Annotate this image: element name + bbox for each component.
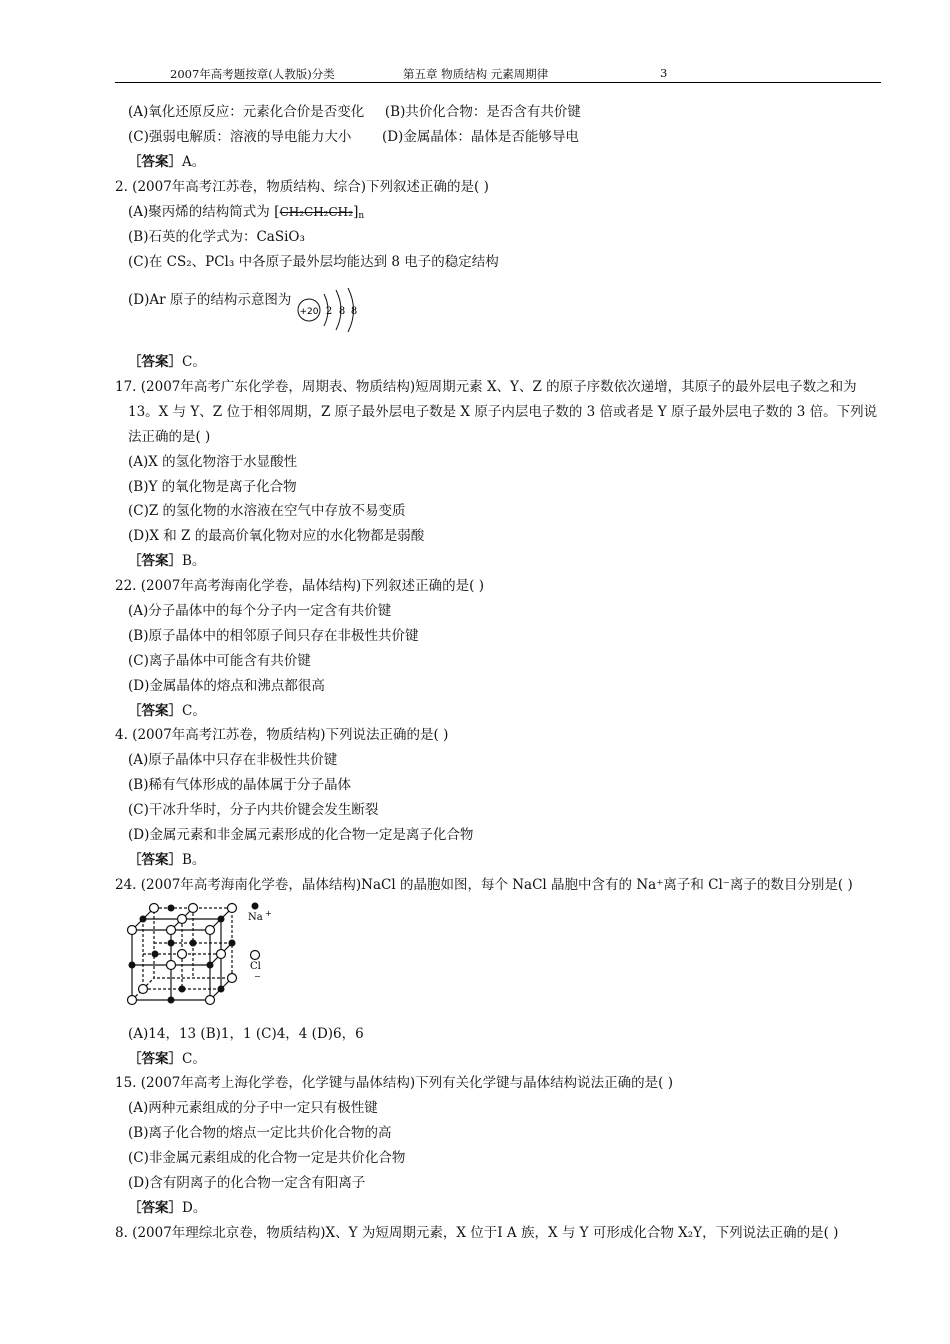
q22-opt-c: (C)离子晶体中可能含有共价键 — [128, 653, 311, 669]
legend-cl-label: Cl — [250, 961, 261, 972]
q17-opt-d: (D)X 和 Z 的最高价氧化物对应的水化物都是弱酸 — [128, 528, 425, 544]
q4-opt-c: (C)干冰升华时，分子内共价键会发生断裂 — [128, 802, 379, 818]
answer-value: B。 — [182, 553, 206, 569]
q22-opt-a: (A)分子晶体中的每个分子内一定含有共价键 — [128, 603, 392, 619]
page-number: 3 — [660, 66, 668, 80]
q15-opt-b: (B)离子化合物的熔点一定比共价化合物的高 — [128, 1125, 392, 1141]
q17-opt-b: (B)Y 的氧化物是离子化合物 — [128, 479, 297, 495]
answer-value: D。 — [182, 1200, 207, 1216]
answer-tag: ［答案］ — [128, 354, 182, 370]
q2-answer — [128, 353, 206, 371]
legend-cl-sup: − — [254, 972, 261, 981]
q17-stem-line-2: 13。X 与 Y、Z 位于相邻周期，Z 原子最外层电子数是 X 原子内层电子数的 3 倍或者是 Y 原子最外层电子数的 3 倍。下列说 — [128, 404, 878, 420]
answer-tag: ［答案］ — [128, 1051, 182, 1067]
page-header — [115, 66, 881, 83]
q15-opt-c: (C)非金属元素组成的化合物一定是共价化合物 — [128, 1150, 406, 1166]
q22-stem: 22. (2007年高考海南化学卷，晶体结构)下列叙述正确的是( ) — [115, 578, 484, 594]
q17-stem-line-1: 17. (2007年高考广东化学卷，周期表、物质结构)短周期元素 X、Y、Z 的原子序数依次递增，其原子的最外层电子数之和为 — [115, 379, 857, 395]
nacl-unit-cell-diagram — [122, 898, 282, 1010]
q22-opt-d: (D)金属晶体的熔点和沸点都很高 — [128, 678, 325, 694]
answer-tag: ［答案］ — [128, 553, 182, 569]
q15-opt-d: (D)含有阴离子的化合物一定含有阳离子 — [128, 1175, 366, 1191]
q17-stem-line-3: 法正确的是( ) — [128, 429, 211, 445]
q15-answer — [128, 1199, 206, 1217]
answer-tag: ［答案］ — [128, 1200, 182, 1216]
q4-answer — [128, 851, 205, 869]
top-opt-d: (D)金属晶体：晶体是否能够导电 — [381, 129, 579, 145]
q15-opt-a: (A)两种元素组成的分子中一定只有极性键 — [128, 1100, 378, 1116]
top-answer — [128, 153, 205, 171]
q24-answer — [128, 1050, 206, 1068]
q24-stem: 24. (2007年高考海南化学卷，晶体结构)NaCl 的晶胞如图，每个 NaCl 晶胞中含有的 Na⁺离子和 Cl⁻离子的数目分别是( ) — [115, 877, 853, 893]
nucleus-charge: +20 — [299, 307, 319, 317]
q4-opt-d: (D)金属元素和非金属元素形成的化合物一定是离子化合物 — [128, 827, 474, 843]
legend-na-label: Na — [248, 912, 263, 923]
answer-tag: ［答案］ — [128, 852, 182, 868]
q4-opt-b: (B)稀有气体形成的晶体属于分子晶体 — [128, 777, 351, 793]
polymer-n: n — [358, 211, 365, 221]
legend-na-sup: + — [265, 909, 272, 918]
q22-answer — [128, 702, 206, 720]
top-opt-c: (C)强弱电解质：溶液的导电能力大小 — [128, 129, 352, 145]
q22-opt-b: (B)原子晶体中的相邻原子间只存在非极性共价键 — [128, 628, 419, 644]
top-options-row-2 — [128, 128, 579, 146]
q8-stem: 8. (2007年理综北京卷，物质结构)X、Y 为短周期元素，X 位于I A 族，X 与 Y 可形成化合物 X₂Y，下列说法正确的是( ) — [115, 1225, 839, 1241]
q17-opt-c: (C)Z 的氢化物的水溶液在空气中存放不易变质 — [128, 503, 406, 519]
top-opt-b: (B)共价化合物：是否含有共价键 — [384, 104, 581, 120]
legend-na-marker — [252, 903, 259, 910]
q4-opt-a: (A)原子晶体中只存在非极性共价键 — [128, 752, 338, 768]
legend-cl-marker — [251, 951, 260, 960]
atom-structure-diagram — [296, 286, 366, 332]
q4-stem: 4. (2007年高考江苏卷，物质结构)下列说法正确的是( ) — [115, 727, 449, 743]
answer-tag: ［答案］ — [128, 703, 182, 719]
q2-opt-a-prefix: (A)聚丙烯的结构简式为 — [128, 204, 270, 220]
q2-opt-d: (D)Ar 原子的结构示意图为 — [128, 292, 292, 308]
answer-value: A。 — [182, 154, 206, 170]
q2-opt-c: (C)在 CS₂、PCl₃ 中各原子最外层均能达到 8 电子的稳定结构 — [128, 254, 499, 270]
shell-2-count: 8 — [338, 306, 346, 317]
shell-1-count: 2 — [325, 306, 333, 317]
answer-tag: ［答案］ — [128, 154, 182, 170]
shell-3-count: 8 — [350, 306, 358, 317]
q2-stem: 2. (2007年高考江苏卷，物质结构、综合)下列叙述正确的是( ) — [115, 179, 489, 195]
polymer-repeat-unit: CH₂CH₂CH₂ — [279, 205, 353, 219]
q15-stem: 15. (2007年高考上海化学卷，化学键与晶体结构)下列有关化学键与晶体结构说法正确的是( ) — [115, 1075, 673, 1091]
header-center: 第五章 物质结构 元素周期律 — [403, 67, 549, 81]
q24-options: (A)14，13 (B)1，1 (C)4，4 (D)6，6 — [128, 1026, 364, 1042]
polymer-formula: $[CH_2CH_2CH_2]_n$ — [274, 204, 365, 221]
q2-opt-b: (B)石英的化学式为：CaSiO₃ — [128, 229, 305, 245]
answer-value: C。 — [182, 703, 206, 719]
answer-value: B。 — [182, 852, 206, 868]
q2-opt-a — [128, 203, 364, 225]
q17-opt-a: (A)X 的氢化物溶于水显酸性 — [128, 454, 298, 470]
top-options-row-1 — [128, 103, 581, 121]
top-opt-a: (A)氧化还原反应：元素化合价是否变化 — [128, 104, 365, 120]
answer-value: C。 — [182, 1051, 206, 1067]
q17-answer — [128, 552, 205, 570]
header-left: 2007年高考题按章(人教版)分类 — [170, 67, 335, 81]
answer-value: C。 — [182, 354, 206, 370]
